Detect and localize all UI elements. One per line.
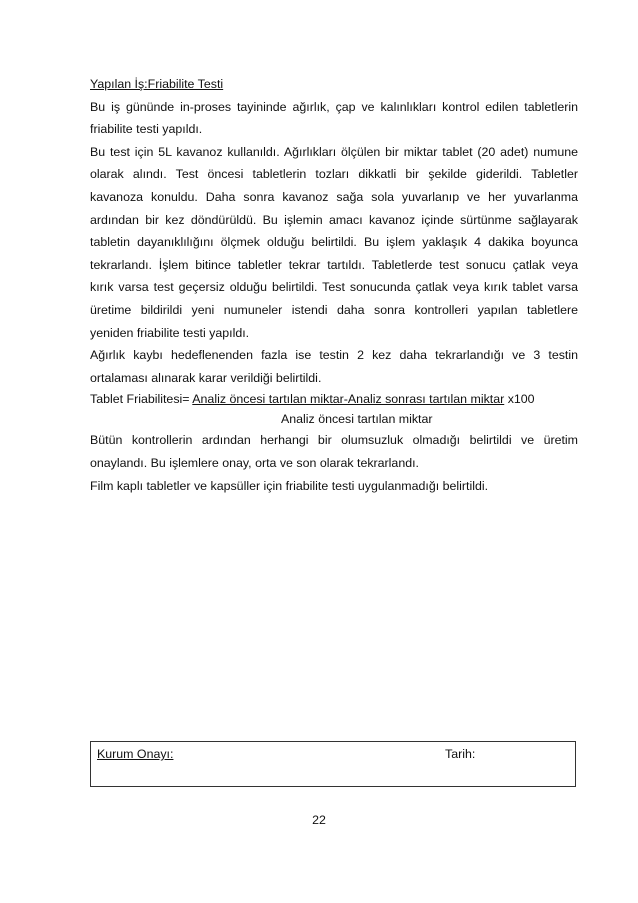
report-body (90, 73, 578, 497)
paragraph-line: Film kaplı tabletler ve kapsüller için friabilite testi uygulanmadığı belirtildi. (90, 478, 489, 493)
paragraph-line: onaylandı. Bu işlemlere onay, orta ve son olarak tekrarlandı. (90, 455, 419, 470)
formula-numerator: Analiz öncesi tartılan miktar-Analiz sonrası tartılan miktar (192, 392, 505, 407)
formula-label: Tablet Friabilitesi= (90, 392, 190, 407)
paragraph-line: ardından bir kez döndürüldü. Bu işlemin amacı kavanoz içinde sürtünme sağlayarak (90, 212, 578, 227)
paragraph-line: ortalaması alınarak karar verildiği belirtildi. (90, 370, 322, 385)
paragraph-line: olarak alındı. Test öncesi tabletlerin tozları dikkatli bir şekilde giderildi. Tabletler (90, 167, 578, 182)
approval-box (90, 741, 576, 787)
date-label: Tarih: (445, 747, 476, 761)
paragraph-line: Bu iş gününde in-proses tayininde ağırlık, çap ve kalınlıkları kontrol edilen tabletlerin (90, 99, 578, 114)
paragraph-line: tekrarlandı. İşlem bitince tabletler tekrar tartıldı. Tabletlerde test sonucu çatlak veya (90, 257, 578, 272)
section-heading: Yapılan İş:Friabilite Testi (90, 77, 224, 91)
friability-formula (90, 389, 578, 409)
paragraph-line: friabilite testi yapıldı. (90, 122, 203, 137)
paragraph-line: üretime bildirildi yeni numuneler istendi daha sonra kontrolleri yapılan tabletlere (90, 302, 578, 317)
paragraph-line: tabletin dayanıklılığını ölçmek olduğu belirtildi. Bu işlem yaklaşık 4 dakika boyunca (90, 235, 578, 250)
paragraph-line: yeniden friabilite testi yapıldı. (90, 325, 250, 340)
paragraph-line: Ağırlık kaybı hedeflenenden fazla ise testin 2 kez daha tekrarlandığı ve 3 testin (90, 348, 578, 363)
paragraph-line: Bu test için 5L kavanoz kullanıldı. Ağırlıkları ölçülen bir miktar tablet (20 adet) numune (90, 144, 578, 159)
page-number: 22 (312, 813, 326, 827)
paragraph-line: kavanoza konuldu. Daha sonra kavanoz sağa sola yuvarlanıp ve her yuvarlanma (90, 189, 578, 204)
paragraph-line: Bütün kontrollerin ardından herhangi bir olumsuzluk olmadığı belirtildi ve üretim (90, 433, 578, 448)
institution-approval-label: Kurum Onayı: (97, 747, 174, 761)
formula-denominator: Analiz öncesi tartılan miktar (281, 412, 433, 427)
paragraph-line: kırık varsa test geçersiz olduğu belirtildi. Test sonucunda çatlak veya kırık tablet varsa (90, 280, 578, 295)
formula-multiplier: x100 (507, 392, 535, 407)
